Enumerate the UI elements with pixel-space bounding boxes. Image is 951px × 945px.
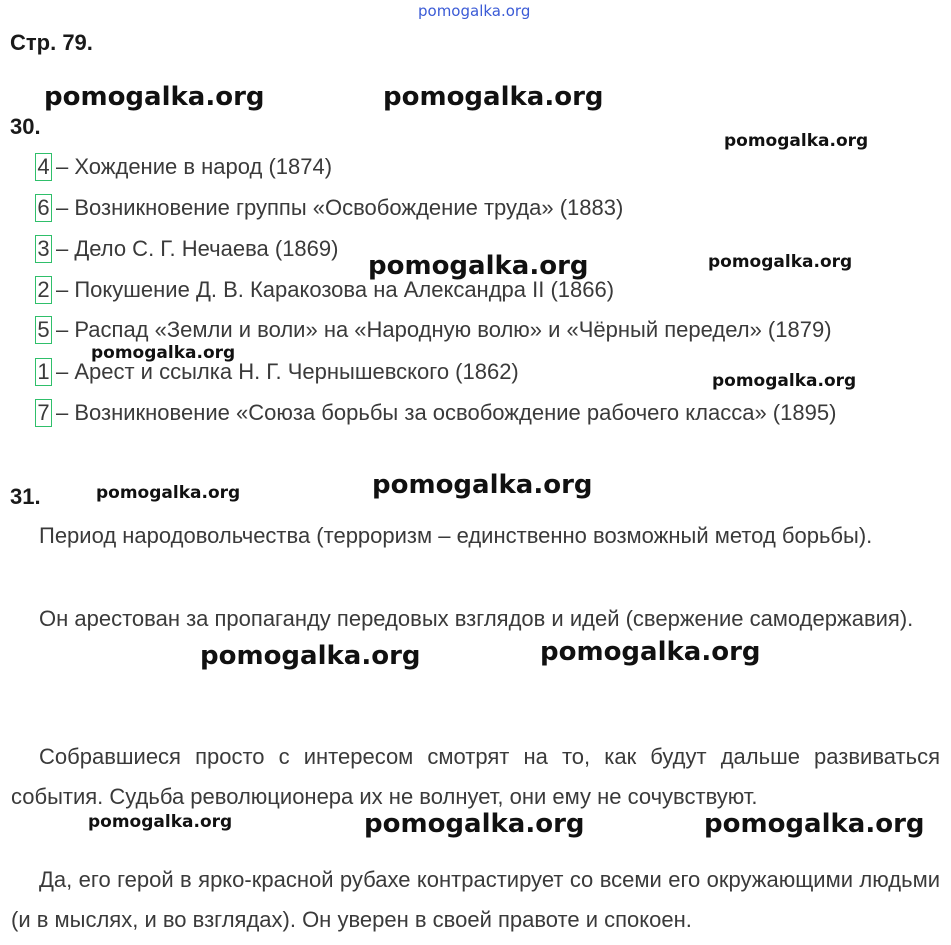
watermark: pomogalka.org [708,252,853,272]
watermark: pomogalka.org [724,131,869,151]
answer-paragraph: Да, его герой в ярко-красной рубахе контрастирует со всеми его окружающими людьми (и в мыслях, и во взглядах). Он уверен в своей правоте и спокоен. [11,867,940,932]
order-number-box: 6 [35,194,52,222]
list-item [35,191,623,225]
answer-paragraph: Он арестован за пропаганду передовых взглядов и идей (свержение самодержавия). [39,606,914,631]
watermark: pomogalka.org [200,641,421,671]
event-text: – Хождение в народ (1874) [56,154,333,179]
order-number-box: 1 [35,358,52,386]
watermark: pomogalka.org [368,251,589,281]
event-text: – Покушение Д. В. Каракозова на Александра II (1866) [56,277,615,302]
answer-paragraph: Период народовольчества (терроризм – единственно возможный метод борьбы). [39,523,873,548]
list-item [35,232,338,266]
page-reference: Стр. 79. [10,30,93,55]
watermark: pomogalka.org [712,371,857,391]
event-text: – Возникновение группы «Освобождение труда» (1883) [56,195,624,220]
task-30-number: 30. [10,114,41,139]
watermark: pomogalka.org [91,343,236,363]
event-text: – Возникновение «Союза борьбы за освобождение рабочего класса» (1895) [56,400,837,425]
watermark: pomogalka.org [372,470,593,500]
top-watermark: pomogalka.org [418,2,531,20]
order-number-box: 2 [35,276,52,304]
order-number-box: 5 [35,316,52,344]
watermark: pomogalka.org [383,82,604,112]
list-item [35,313,832,347]
watermark: pomogalka.org [88,812,233,832]
event-text: – Распад «Земли и воли» на «Народную волю» и «Чёрный передел» (1879) [56,317,832,342]
list-item [35,150,332,184]
order-number-box: 7 [35,399,52,427]
event-text: – Дело С. Г. Нечаева (1869) [56,236,339,261]
watermark: pomogalka.org [704,809,925,839]
order-number-box: 4 [35,153,52,181]
event-text: – Арест и ссылка Н. Г. Чернышевского (1862) [56,359,519,384]
watermark: pomogalka.org [96,483,241,503]
watermark: pomogalka.org [540,637,761,667]
list-item [35,396,836,430]
order-number-box: 3 [35,235,52,263]
watermark: pomogalka.org [364,809,585,839]
watermark: pomogalka.org [44,82,265,112]
task-31-number: 31. [10,484,41,509]
answer-paragraph: Собравшиеся просто с интересом смотрят на то, как будут дальше развиваться события. Судьба революционера их не волнует, они ему не сочувствуют. [11,744,940,809]
